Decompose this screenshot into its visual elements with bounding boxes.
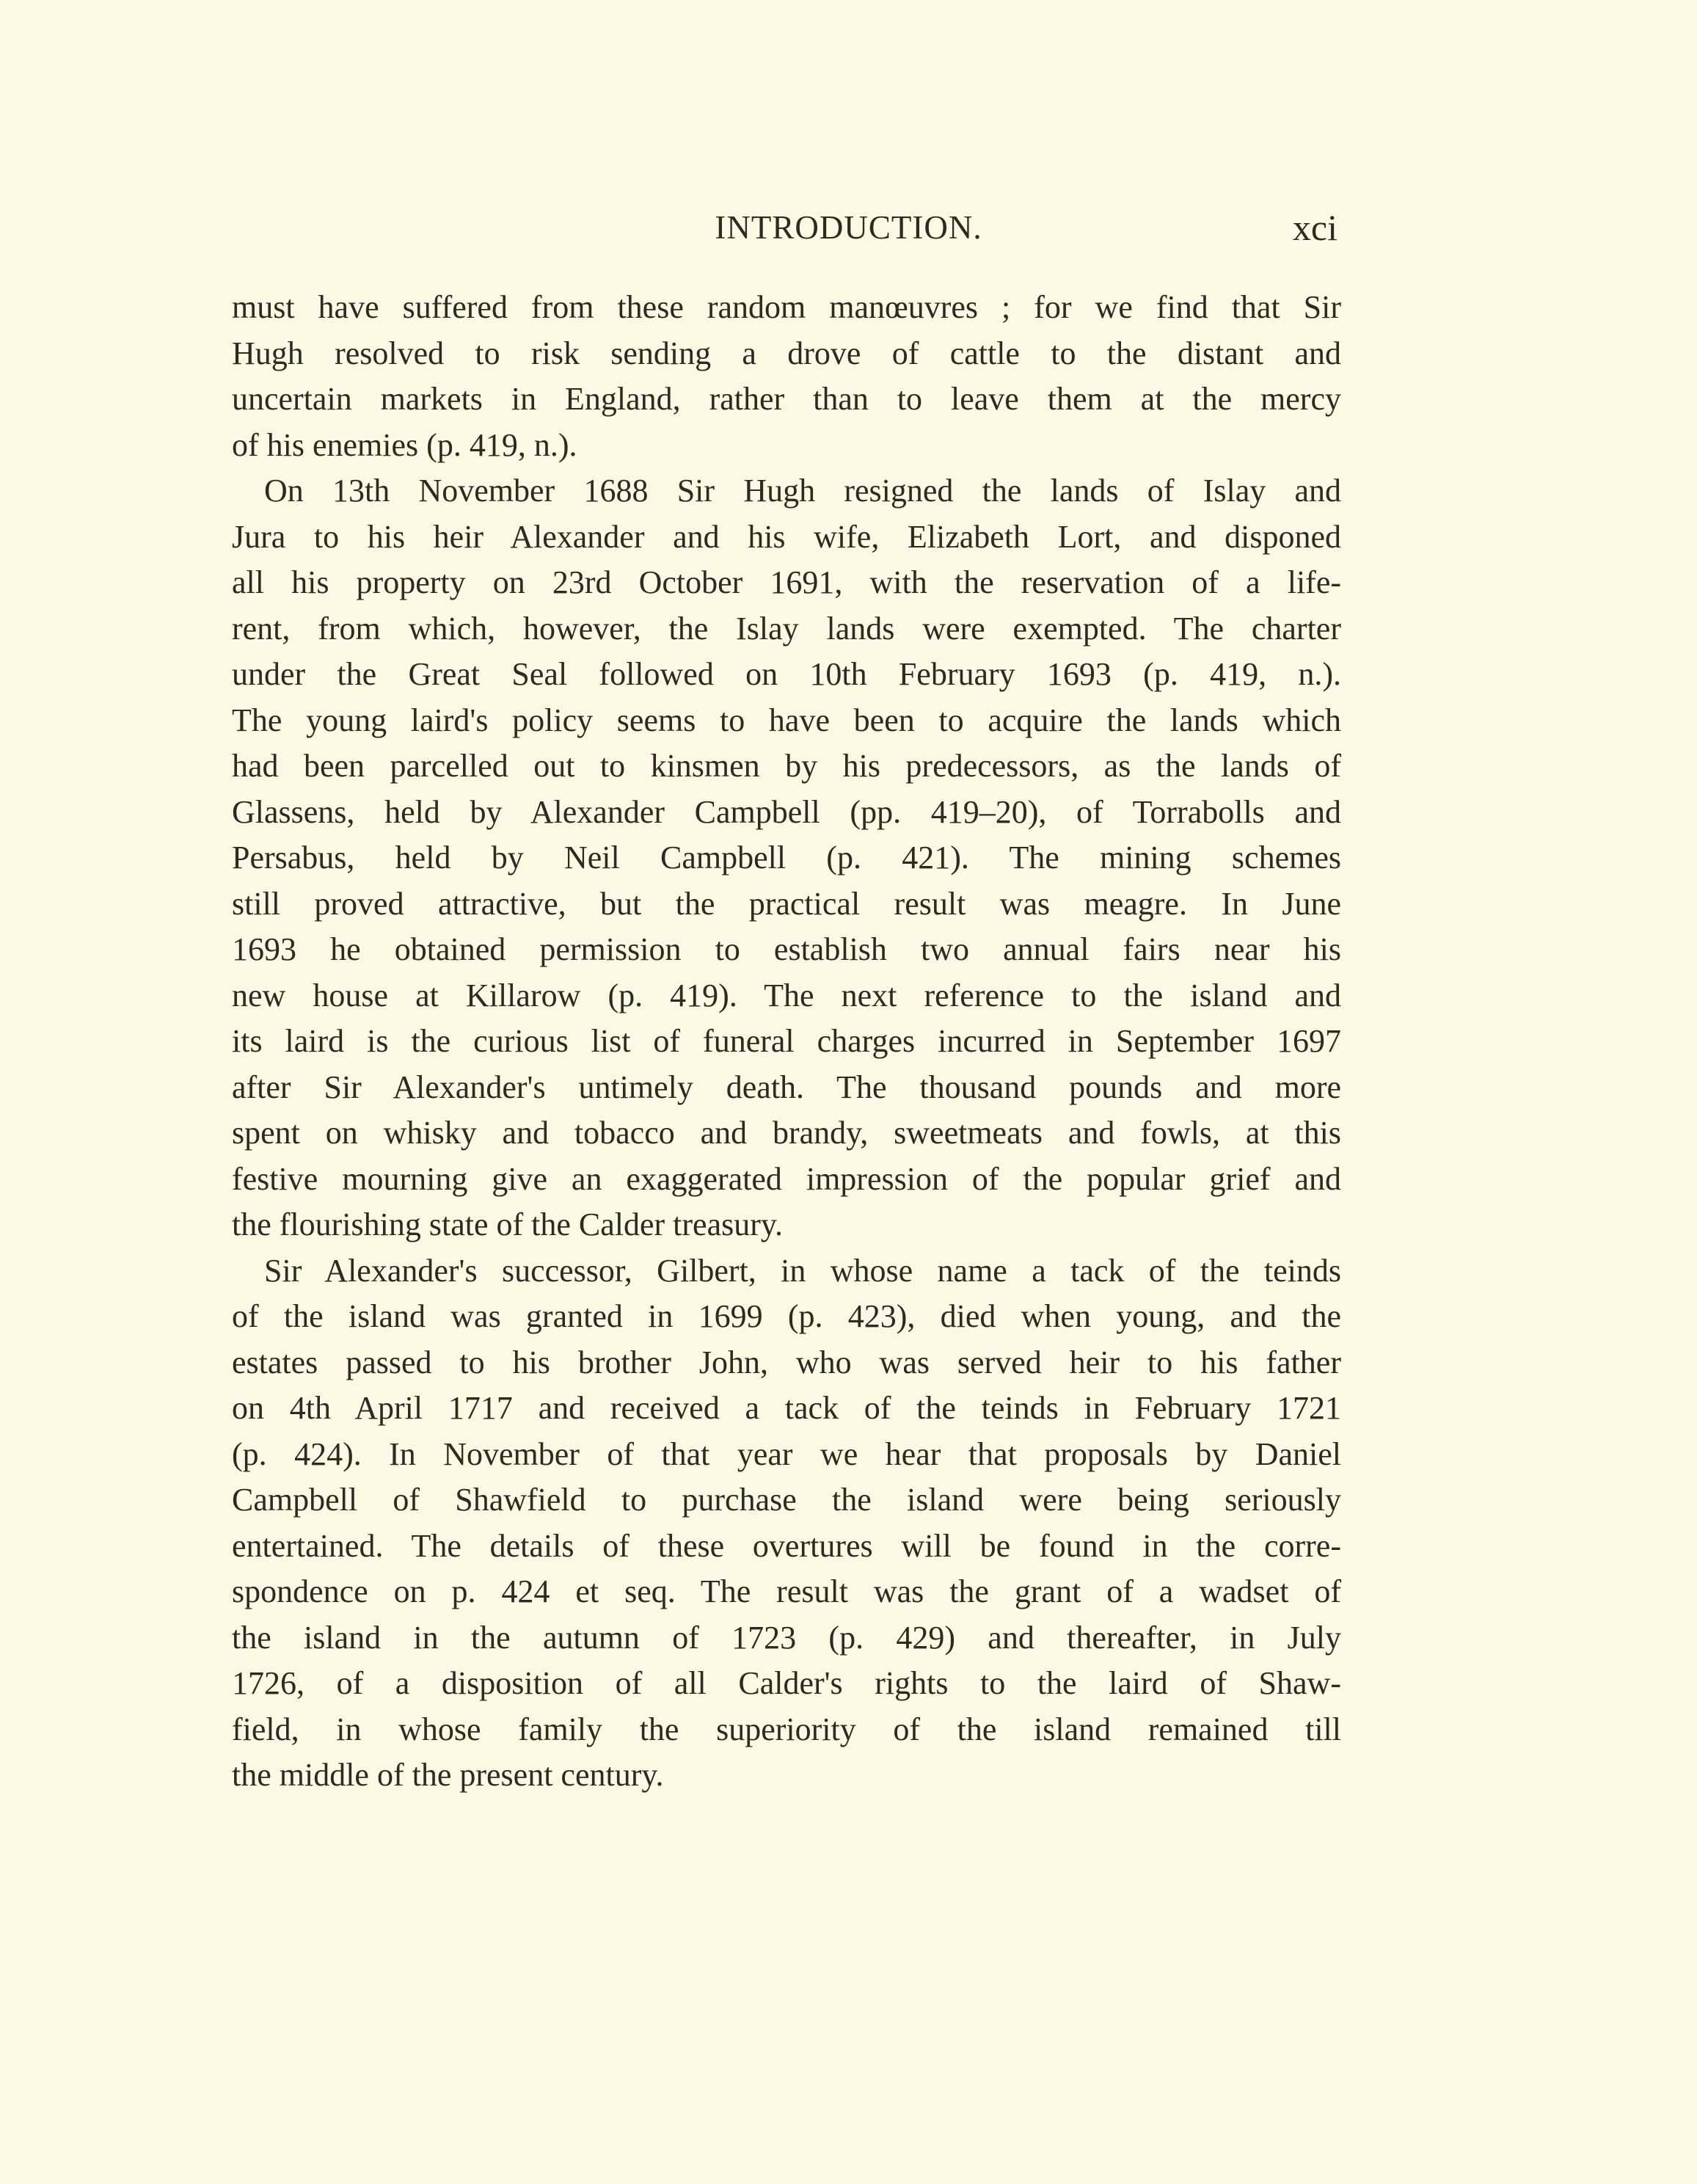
text-line: still proved attractive, but the practical result was meagre. In June: [232, 885, 1341, 922]
text-line: 1693 he obtained permission to establish two annual fairs near his: [232, 931, 1341, 967]
text-line: had been parcelled out to kinsmen by his predecessors, as the lands of: [232, 748, 1341, 784]
text-line: spent on whisky and tobacco and brandy, sweetmeats and fowls, at this: [232, 1115, 1341, 1151]
text-line: (p. 424). In November of that year we hear that proposals by Daniel: [232, 1435, 1341, 1472]
text-line: of the island was granted in 1699 (p. 423), died when young, and the: [232, 1298, 1341, 1334]
text-line: Jura to his heir Alexander and his wife, Elizabeth Lort, and disponed: [232, 518, 1341, 555]
text-line: its laird is the curious list of funeral charges incurred in September 1697: [232, 1023, 1341, 1059]
text-line: under the Great Seal followed on 10th February 1693 (p. 419, n.).: [232, 656, 1341, 692]
text-line: rent, from which, however, the Islay lands were exempted. The charter: [232, 610, 1341, 647]
text-line: Campbell of Shawfield to purchase the island were being seriously: [232, 1482, 1341, 1518]
text-line: the middle of the present century.: [232, 1757, 664, 1793]
text-line: entertained. The details of these overtures will be found in the corre-: [232, 1527, 1341, 1564]
text-line: uncertain markets in England, rather than to leave them at the mercy: [232, 381, 1341, 417]
text-line: on 4th April 1717 and received a tack of the teinds in February 1721: [232, 1390, 1341, 1426]
running-head: [0, 205, 1697, 250]
text-line: of his enemies (p. 419, n.).: [232, 426, 577, 463]
text-line: The young laird's policy seems to have been to acquire the lands which: [232, 702, 1341, 738]
text-line: 1726, of a disposition of all Calder's rights to the laird of Shaw-: [232, 1665, 1341, 1701]
paragraph-start-line: On 13th November 1688 Sir Hugh resigned the lands of Islay and: [264, 473, 1341, 509]
paragraph-start-line: Sir Alexander's successor, Gilbert, in whose name a tack of the teinds: [264, 1252, 1341, 1289]
text-line: Glassens, held by Alexander Campbell (pp. 419–20), of Torrabolls and: [232, 793, 1341, 830]
text-line: all his property on 23rd October 1691, with the reservation of a life-: [232, 564, 1341, 600]
body-text: [232, 285, 1341, 1799]
text-line: festive mourning give an exaggerated impression of the popular grief and: [232, 1160, 1341, 1197]
text-line: the flourishing state of the Calder treasury.: [232, 1206, 784, 1242]
running-title: INTRODUCTION.: [715, 209, 982, 246]
text-line: spondence on p. 424 et seq. The result was the grant of a wadset of: [232, 1573, 1341, 1609]
page-number: xci: [1292, 207, 1337, 248]
text-line: the island in the autumn of 1723 (p. 429) and thereafter, in July: [232, 1619, 1341, 1656]
text-line: new house at Killarow (p. 419). The next reference to the island and: [232, 977, 1341, 1013]
text-line: estates passed to his brother John, who was served heir to his father: [232, 1344, 1341, 1380]
text-line: Hugh resolved to risk sending a drove of cattle to the distant and: [232, 335, 1341, 371]
text-line: after Sir Alexander's untimely death. The thousand pounds and more: [232, 1069, 1341, 1105]
text-line: field, in whose family the superiority of the island remained till: [232, 1711, 1341, 1747]
text-line: must have suffered from these random manœuvres ; for we find that Sir: [232, 289, 1341, 325]
text-line: Persabus, held by Neil Campbell (p. 421). The mining schemes: [232, 840, 1341, 876]
